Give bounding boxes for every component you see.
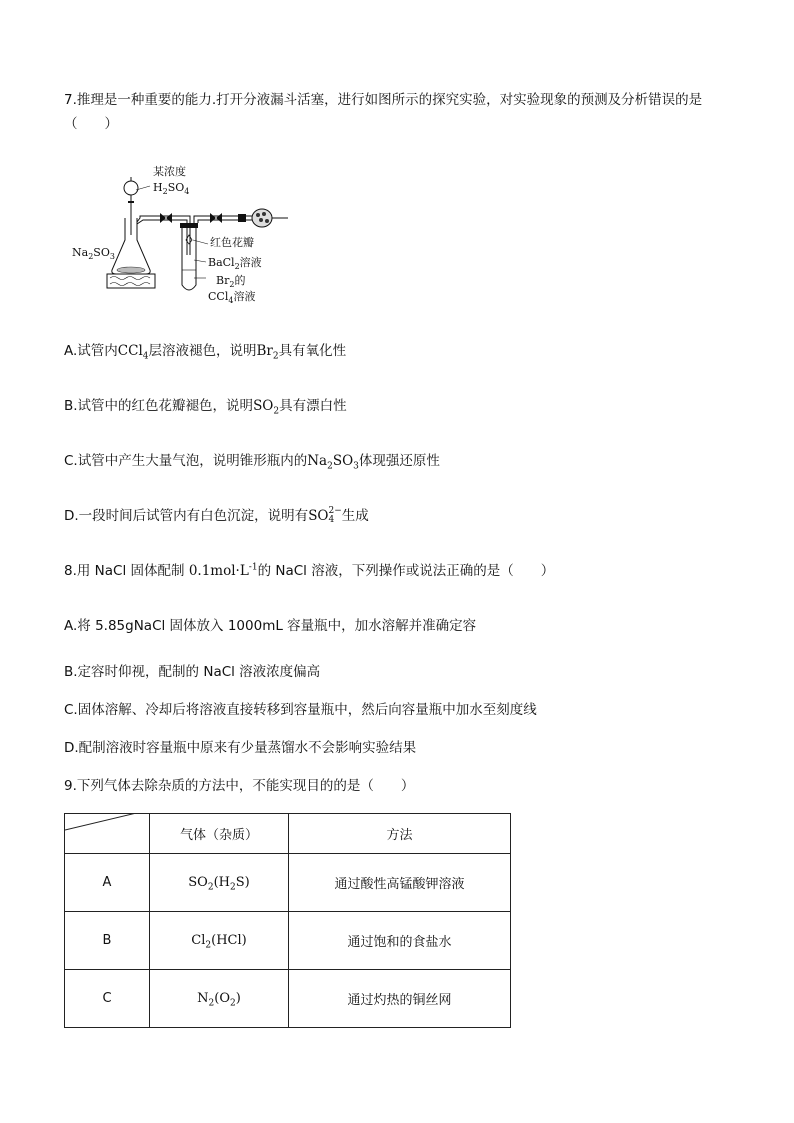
- q9-table: [64, 813, 511, 1028]
- label-acid-formula: $H_2SO_4$: [153, 181, 190, 196]
- label-ccl4: CCl$_4$溶液: [208, 290, 256, 305]
- label-br2: $Br_2$的: [216, 274, 246, 289]
- label-red-petal: 红色花瓣: [210, 236, 254, 249]
- row-gas: $Cl_2(HCl)$: [150, 912, 289, 970]
- q8-option-b: B.定容时仰视，配制的 NaCl 溶液浓度偏高: [64, 664, 321, 680]
- row-method: 通过灼热的铜丝网: [289, 970, 511, 1028]
- q7-apparatus-figure: [60, 160, 300, 310]
- label-salt: $Na_2SO_3$: [72, 246, 115, 261]
- q7-answer-bracket: （ ）: [64, 116, 118, 132]
- row-label: C: [65, 970, 150, 1028]
- label-bacl2: BaCl$_2$溶液: [208, 256, 262, 271]
- header-gas: 气体（杂质）: [150, 814, 289, 854]
- row-method: 通过酸性高锰酸钾溶液: [289, 854, 511, 912]
- q8-option-a: A.将 5.85gNaCl 固体放入 1000mL 容量瓶中，加水溶解并准确定容: [64, 618, 477, 634]
- diagonal-line: [65, 814, 149, 854]
- q7-option-c: C.试管中产生大量气泡，说明锥形瓶内的$Na_2SO_3$体现强还原性: [64, 453, 440, 472]
- q7-option-b: B.试管中的红色花瓣褪色，说明$SO_2$具有漂白性: [64, 398, 347, 417]
- q8-stem: 8.用 NaCl 固体配制 $0.1mol\cdot L^{-1}$的 NaCl 溶液，下列操作或说法正确的是（ ）: [64, 562, 555, 579]
- table-row: [65, 854, 511, 912]
- table-corner-cell: [65, 814, 150, 854]
- row-gas: $SO_2(H_2S)$: [150, 854, 289, 912]
- q7-stem: 7.推理是一种重要的能力.打开分液漏斗活塞，进行如图所示的探究实验，对实验现象的预测及分析错误的是: [64, 92, 703, 108]
- row-label: A: [65, 854, 150, 912]
- q8-option-c: C.固体溶解、冷却后将溶液直接转移到容量瓶中，然后向容量瓶中加水至刻度线: [64, 702, 537, 718]
- row-gas: $N_2(O_2)$: [150, 970, 289, 1028]
- q9-stem: 9.下列气体去除杂质的方法中，不能实现目的的是（ ）: [64, 778, 415, 794]
- row-method: 通过饱和的食盐水: [289, 912, 511, 970]
- q7-option-a: A.试管内CCl$_4$层溶液褪色，说明$Br_2$具有氧化性: [64, 343, 347, 362]
- q7-option-d: D.一段时间后试管内有白色沉淀，说明有SO 2− 4 生成: [64, 506, 369, 525]
- table-row: [65, 970, 511, 1028]
- table-row: [65, 912, 511, 970]
- row-label: B: [65, 912, 150, 970]
- label-acid-conc: 某浓度: [153, 165, 186, 178]
- header-method: 方法: [289, 814, 511, 854]
- q8-option-d: D.配制溶液时容量瓶中原来有少量蒸馏水不会影响实验结果: [64, 740, 417, 756]
